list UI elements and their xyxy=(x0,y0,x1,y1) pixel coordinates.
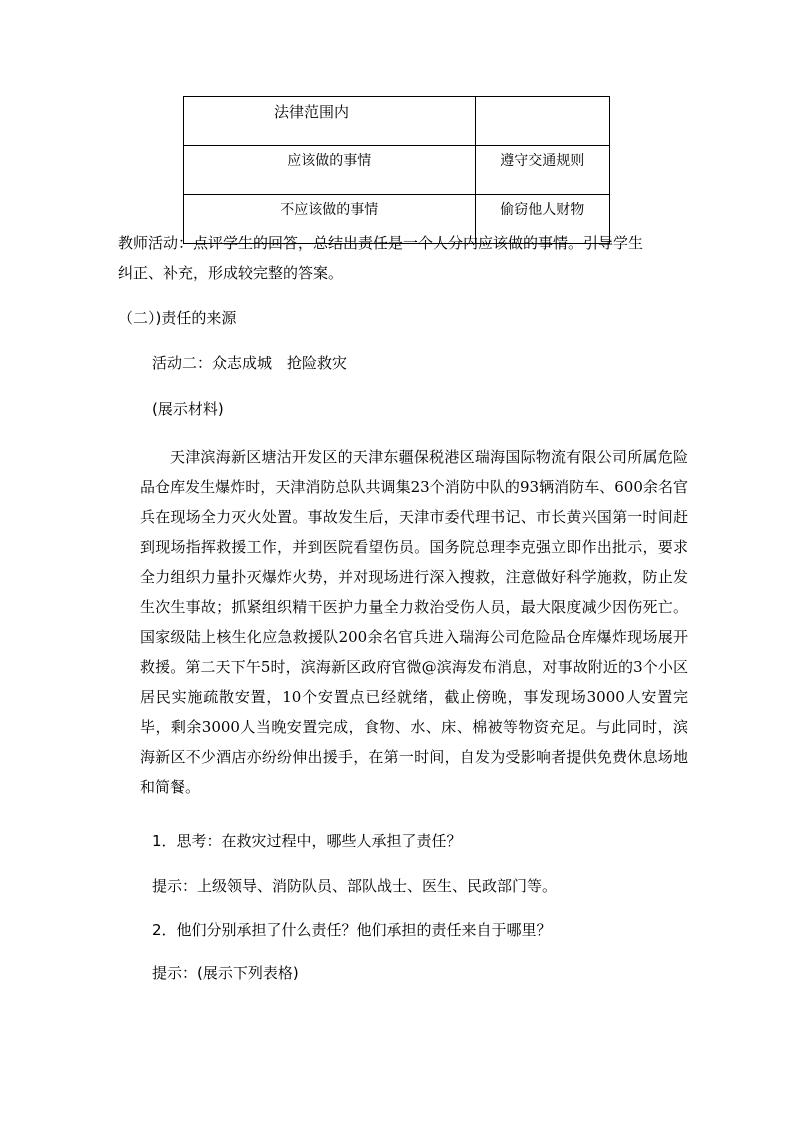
hint-2: 提示：(展示下列表格) xyxy=(152,964,299,982)
table-cell: 偷窃他人财物 xyxy=(475,195,609,244)
table-cell: 应该做的事情 xyxy=(184,146,476,195)
table-row xyxy=(184,146,610,195)
show-material-label: (展示材料) xyxy=(152,400,224,418)
hint-1: 提示：上级领导、消防队员、部队战士、医生、民政部门等。 xyxy=(152,877,558,895)
activity-title: 众志成城 抢险救灾 xyxy=(212,354,348,372)
question-1: 1．思考：在救灾过程中，哪些人承担了责任？ xyxy=(152,832,462,850)
teacher-activity-line-2: 纠正、补充，形成较完整的答案。 xyxy=(118,264,344,282)
material-text-block xyxy=(140,442,688,802)
activity-label: 活动二： xyxy=(152,354,213,372)
responsibility-table xyxy=(183,96,610,244)
table-cell: 不应该做的事情 xyxy=(184,195,476,244)
question-2: 2．他们分别承担了什么责任？他们承担的责任来自于哪里？ xyxy=(152,921,552,939)
table-cell xyxy=(475,97,609,146)
teacher-activity-line-1: 教师活动：点评学生的回答，总结出责任是一个人分内应该做的事情。引导学生 xyxy=(118,234,644,252)
table-row xyxy=(184,97,610,146)
table-cell: 法律范围内 xyxy=(184,97,476,146)
activity-heading xyxy=(152,348,347,378)
table-cell: 遵守交通规则 xyxy=(475,146,609,195)
section-heading: （二）)责任的来源 xyxy=(118,309,237,327)
material-paragraph: 天津滨海新区塘沽开发区的天津东疆保税港区瑞海国际物流有限公司所属危险品仓库发生爆炸时，天津消防总队共调集23个消防中队的93辆消防车、600余名官兵在现场全力灭火处置。事故发生后，天津市委代理书记、市长黄兴国第一时间赶到现场指挥救援工作，并到医院看望伤员。国务院总理李克强立即作出批示，要求全力组织力量扑灭爆炸火势，并对现场进行深入搜救，注意做好科学施救，防止发生次生事故；抓紧组织精干医护力量全力救治受伤人员，最大限度减少因伤死亡。国家级陆上核生化应急救援队200余名官兵进入瑞海公司危险品仓库爆炸现场展开救援。第二天下午5时，滨海新区政府官微@滨海发布消息，对事故附近的3个小区居民实施疏散安置，10个安置点已经就绪，截止傍晚，事发现场3000人安置完毕，剩余3000人当晚安置完成，食物、水、床、棉被等物资充足。与此同时，滨海新区不少酒店亦纷纷伸出援手，在第一时间，自发为受影响者提供免费休息场地和简餐。 xyxy=(140,448,688,796)
